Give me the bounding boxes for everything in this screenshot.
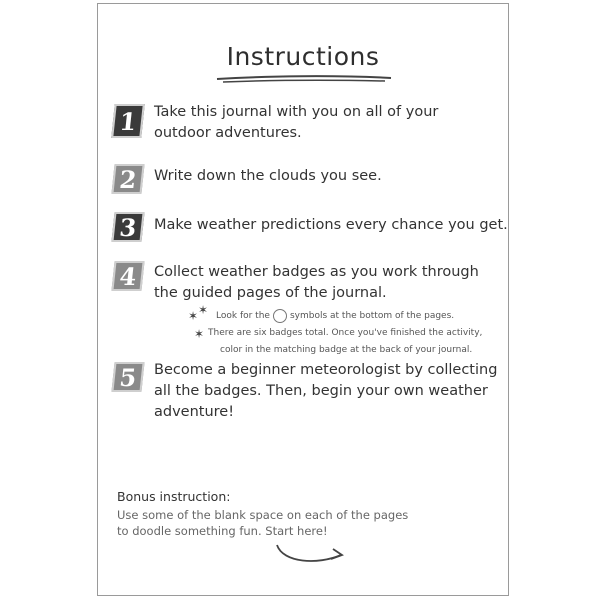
step-number-5: 5 [111, 362, 144, 392]
step-5-text [154, 360, 497, 423]
step-4-line-2: the guided pages of the journal. [154, 285, 387, 301]
step-5-line-3: adventure! [154, 404, 235, 420]
step-2-line-1: Write down the clouds you see. [154, 168, 382, 184]
step-1-line-1: Take this journal with you on all of your [154, 104, 439, 120]
step-number-3: 3 [111, 212, 144, 242]
note-line-3: color in the matching badge at the back of your journal. [220, 345, 473, 355]
bonus-line-1: Use some of the blank space on each of the pages [117, 508, 409, 522]
scribble-underline-icon [215, 72, 395, 86]
asterisk-icon: ✶ [198, 303, 209, 317]
step-number-2: 2 [111, 164, 144, 194]
step-5-line-1: Become a beginner meteorologist by collecting [154, 362, 498, 378]
journal-page [97, 3, 509, 596]
step-5-line-2: all the badges. Then, begin your own weather [154, 383, 488, 399]
step-1-text [154, 102, 438, 144]
curved-arrow-icon [273, 539, 348, 567]
bonus-text [117, 507, 408, 539]
badge-symbol-icon [273, 309, 287, 323]
note-line-2: There are six badges total. Once you've finished the activity, [208, 328, 483, 338]
step-1-line-2: outdoor adventures. [154, 125, 302, 141]
bonus-line-2: to doodle something fun. Start here! [117, 524, 328, 538]
asterisk-icon: ✶ [188, 309, 199, 323]
asterisk-icon: ✶ [194, 327, 205, 341]
bonus-title: Bonus instruction: [117, 489, 231, 504]
note-line-1 [216, 307, 454, 325]
step-number-4: 4 [111, 261, 144, 291]
step-4-text [154, 262, 479, 304]
note-line-1-start: Look for the [216, 311, 270, 321]
step-3-line-1: Make weather predictions every chance you get. [154, 217, 508, 233]
page-title: Instructions [226, 42, 380, 71]
note-line-1-end: symbols at the bottom of the pages. [289, 311, 455, 321]
step-4-line-1: Collect weather badges as you work through [154, 264, 479, 280]
step-number-1: 1 [111, 104, 145, 138]
